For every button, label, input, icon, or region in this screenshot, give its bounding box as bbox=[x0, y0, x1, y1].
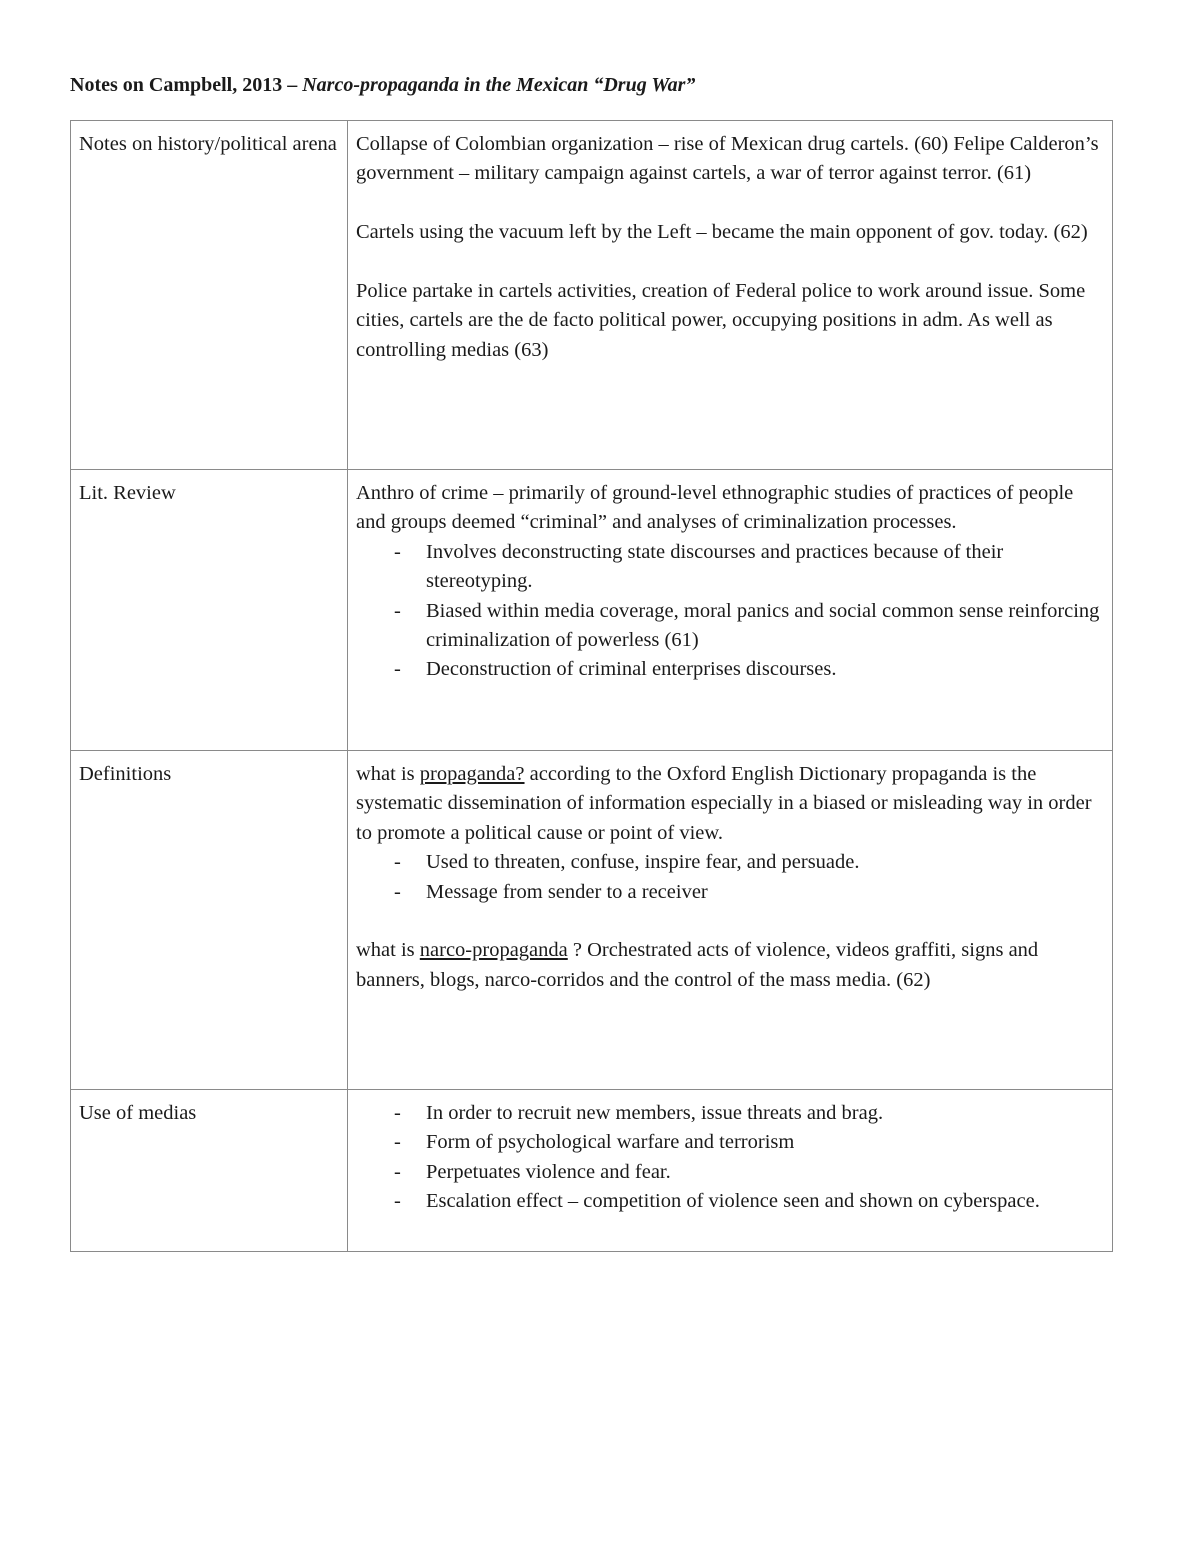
history-paragraph-3: Police partake in cartels activities, creation of Federal police to work around issue. Some cities, cartels are the de facto political power, occupying positions in adm. As well as controlling medias (63) bbox=[356, 280, 1086, 361]
use-of-medias-list bbox=[356, 1099, 1104, 1217]
list-item: - Deconstruction of criminal enterprises discourses. bbox=[356, 655, 1104, 684]
list-item: - Used to threaten, confuse, inspire fear, and persuade. bbox=[356, 848, 1104, 877]
list-item: - Involves deconstructing state discourses and practices because of their stereotyping. bbox=[356, 538, 1104, 597]
row-label-lit-review: Lit. Review bbox=[71, 470, 348, 751]
title-italic: Narco-propaganda in the Mexican “Drug War” bbox=[302, 74, 696, 96]
table-row-lit-review bbox=[71, 470, 1113, 751]
definition-text: according to the Oxford English Dictionary propaganda is the systematic dissemination of information especially in a biased or misleading way in order to promote a political cause or point of view. bbox=[356, 763, 1092, 844]
document-title bbox=[70, 74, 695, 97]
list-item: - Perpetuates violence and fear. bbox=[356, 1158, 1104, 1187]
row-content-history bbox=[348, 121, 1113, 470]
list-item: - Escalation effect – competition of violence seen and shown on cyberspace. bbox=[356, 1187, 1104, 1216]
definition-propaganda bbox=[356, 760, 1104, 848]
row-label-history: Notes on history/political arena bbox=[71, 121, 348, 470]
term-narco-propaganda: narco-propaganda bbox=[419, 939, 568, 962]
row-label-definitions: Definitions bbox=[71, 751, 348, 1090]
definitions-list bbox=[356, 848, 1104, 907]
notes-table bbox=[70, 120, 1113, 1252]
definition-question-prefix: what is bbox=[356, 763, 420, 785]
history-paragraph-2: Cartels using the vacuum left by the Left – became the main opponent of gov. today. (62) bbox=[356, 221, 1088, 244]
table-row-history bbox=[71, 121, 1113, 470]
definition-narco-propaganda bbox=[356, 936, 1104, 995]
list-item: - Message from sender to a receiver bbox=[356, 878, 1104, 907]
definition-question-prefix: what is bbox=[356, 939, 420, 962]
row-content-use-of-medias bbox=[348, 1090, 1113, 1252]
title-prefix: Notes on Campbell, 2013 – bbox=[70, 74, 303, 96]
list-item: - Biased within media coverage, moral panics and social common sense reinforcing criminalization of powerless (61) bbox=[356, 597, 1104, 656]
table-row-definitions bbox=[71, 751, 1113, 1090]
history-paragraph-1: Collapse of Colombian organization – rise of Mexican drug cartels. (60) Felipe Calderon’s government – military campaign against cartels, a war of terror against terror. (61) bbox=[356, 133, 1099, 185]
table-row-use-of-medias bbox=[71, 1090, 1113, 1252]
list-item: - In order to recruit new members, issue threats and brag. bbox=[356, 1099, 1104, 1128]
lit-review-list bbox=[356, 538, 1104, 685]
lit-review-intro: Anthro of crime – primarily of ground-level ethnographic studies of practices of people and groups deemed “criminal” and analyses of criminalization processes. bbox=[356, 482, 1074, 534]
list-item: - Form of psychological warfare and terrorism bbox=[356, 1128, 1104, 1157]
row-content-lit-review bbox=[348, 470, 1113, 751]
term-propaganda: propaganda? bbox=[419, 763, 525, 785]
row-label-use-of-medias: Use of medias bbox=[71, 1090, 348, 1252]
definition-text: ? Orchestrated acts of violence, videos graffiti, signs and banners, blogs, narco-corridos and the control of the mass media. (62) bbox=[356, 939, 1039, 991]
row-content-definitions bbox=[348, 751, 1113, 1090]
